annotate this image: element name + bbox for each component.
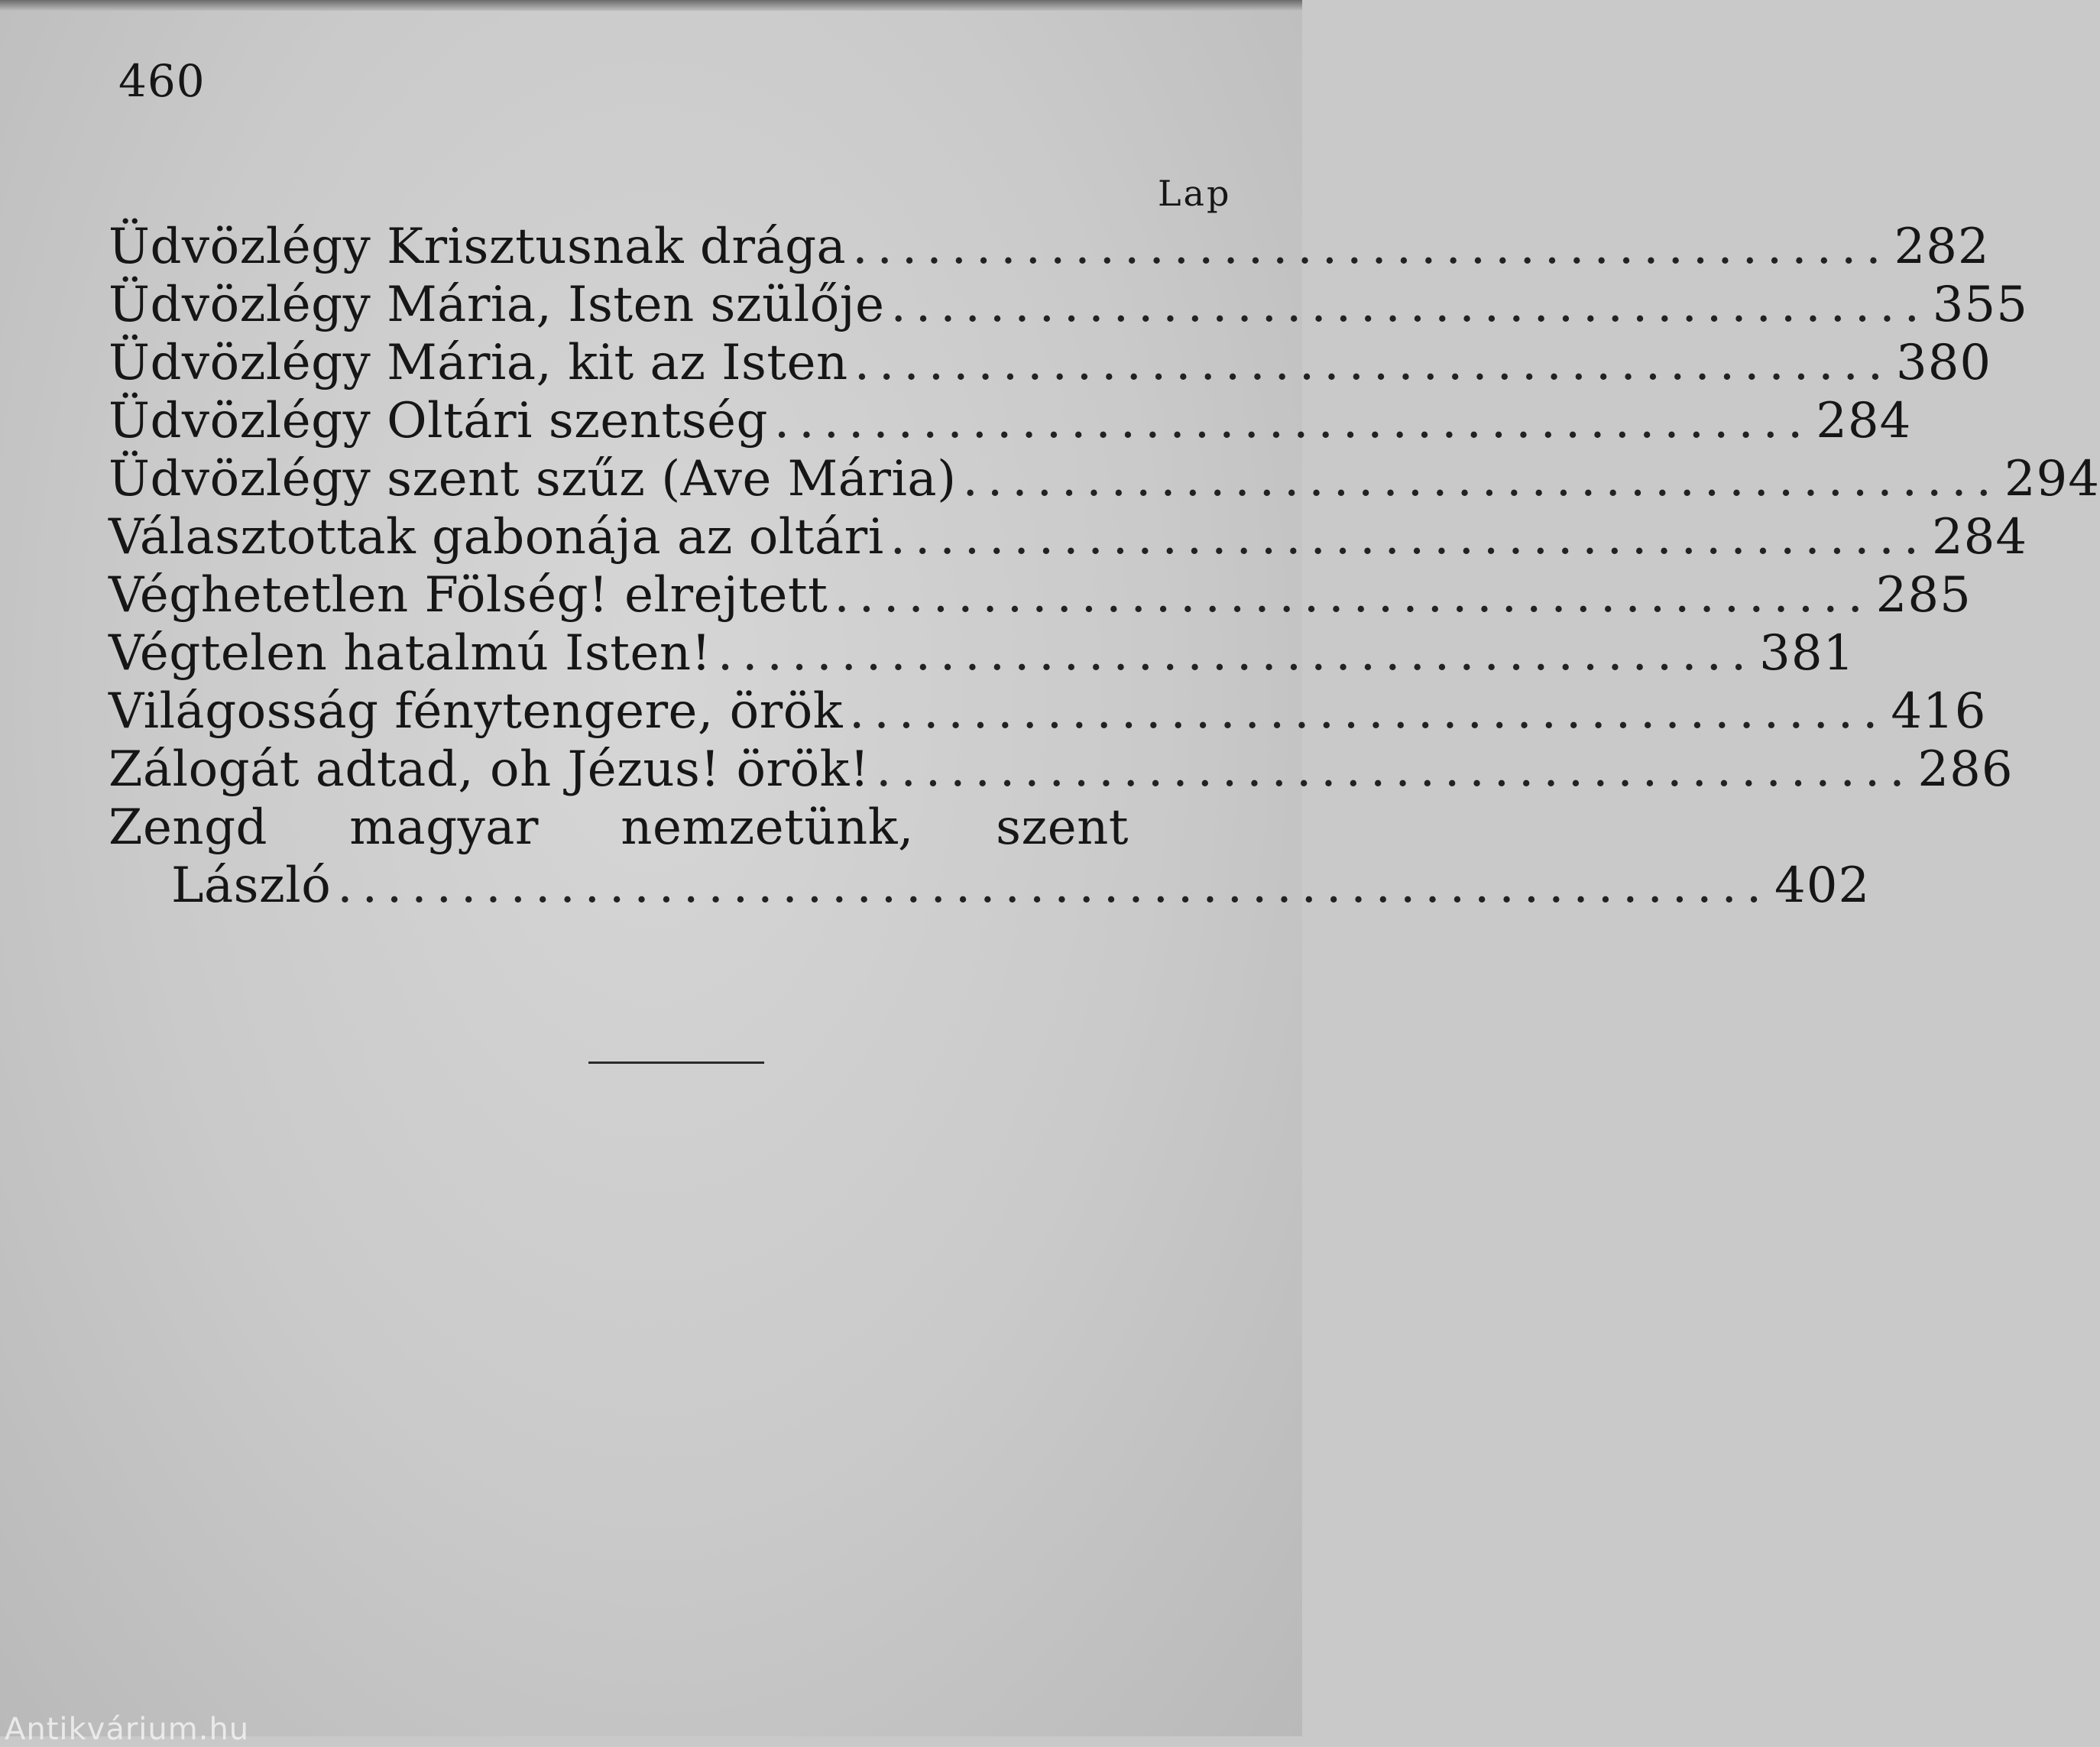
leader-dots: .......................................... [717, 625, 1756, 682]
toc-entry-page: 284 [1931, 509, 2028, 566]
toc-entry-page: 416 [1891, 683, 1987, 740]
toc-entry-title: Üdvözlégy szent szűz (Ave Mária) [109, 451, 957, 507]
toc-entry [109, 218, 1990, 276]
toc-entry [109, 741, 2014, 799]
leader-dots: .......................................... [962, 451, 2001, 507]
toc-entry-title: Véghetetlen Fölség! elrejtett [109, 567, 828, 624]
toc-entry-page: 381 [1759, 625, 1855, 682]
toc-entry-title: Üdvözlégy Mária, kit az Isten [109, 335, 848, 391]
toc-entry [109, 508, 2028, 566]
toc-entry-page: 285 [1875, 567, 1972, 624]
toc-entry-title: Végtelen hatalmú Isten! [109, 625, 711, 682]
table-of-contents [109, 218, 2100, 915]
leader-dots: .......................................... [890, 277, 1929, 333]
toc-entry-page: 355 [1932, 277, 2028, 333]
toc-entry [109, 334, 1992, 392]
watermark: Antikvárium.hu [5, 1712, 250, 1747]
leader-dots: .......................................... [849, 683, 1888, 740]
toc-entry-title: Zálogát adtad, oh Jézus! örök! [109, 741, 870, 798]
leader-dots: .......................................... [834, 567, 1872, 624]
toc-entry-title: Üdvözlégy Oltári szentség [109, 393, 768, 449]
toc-entry [109, 566, 1972, 624]
leader-dots: .......................................... [773, 393, 1813, 449]
toc-entry [109, 450, 2100, 508]
toc-entry [109, 624, 1855, 682]
toc-entry-page: 402 [1774, 857, 1871, 914]
toc-entry [109, 392, 1912, 450]
title-word: magyar [349, 799, 539, 856]
page-number: 460 [118, 55, 206, 107]
page-top-edge [0, 0, 1302, 11]
toc-entry-title-line2: László [171, 857, 332, 914]
toc-entry-wrapped-first-line [109, 799, 1247, 857]
toc-entry-page: 282 [1894, 219, 1990, 275]
title-word: Zengd [109, 799, 267, 856]
toc-entry-title: Világosság fénytengere, örök [109, 683, 844, 740]
toc-entry-page: 286 [1917, 741, 2014, 798]
section-divider [588, 1061, 764, 1064]
title-word: szent [996, 799, 1129, 856]
toc-entry-title: Üdvözlégy Mária, Isten szülője [109, 277, 885, 333]
toc-entry [109, 682, 1987, 741]
toc-entry-title: Üdvözlégy Krisztusnak drága [109, 219, 847, 275]
title-word: nemzetünk, [621, 799, 914, 856]
toc-entry-title: Választottak gabonája az oltári [109, 509, 884, 566]
toc-entry-title-line1 [109, 799, 1129, 857]
toc-entry-wrapped-second-line [109, 857, 1871, 915]
toc-entry-page: 294 [2004, 451, 2100, 507]
page-column-header: Lap [1158, 173, 1232, 214]
leader-dots: .......................................... [854, 335, 1893, 391]
leader-dots: .......................................................... [337, 857, 1771, 914]
toc-entry [109, 276, 2028, 334]
toc-entry-page: 380 [1895, 335, 1992, 391]
leader-dots: .......................................... [876, 741, 1914, 798]
leader-dots: .......................................... [852, 219, 1891, 275]
leader-dots: .......................................... [890, 509, 1929, 566]
toc-entry-page: 284 [1816, 393, 1912, 449]
